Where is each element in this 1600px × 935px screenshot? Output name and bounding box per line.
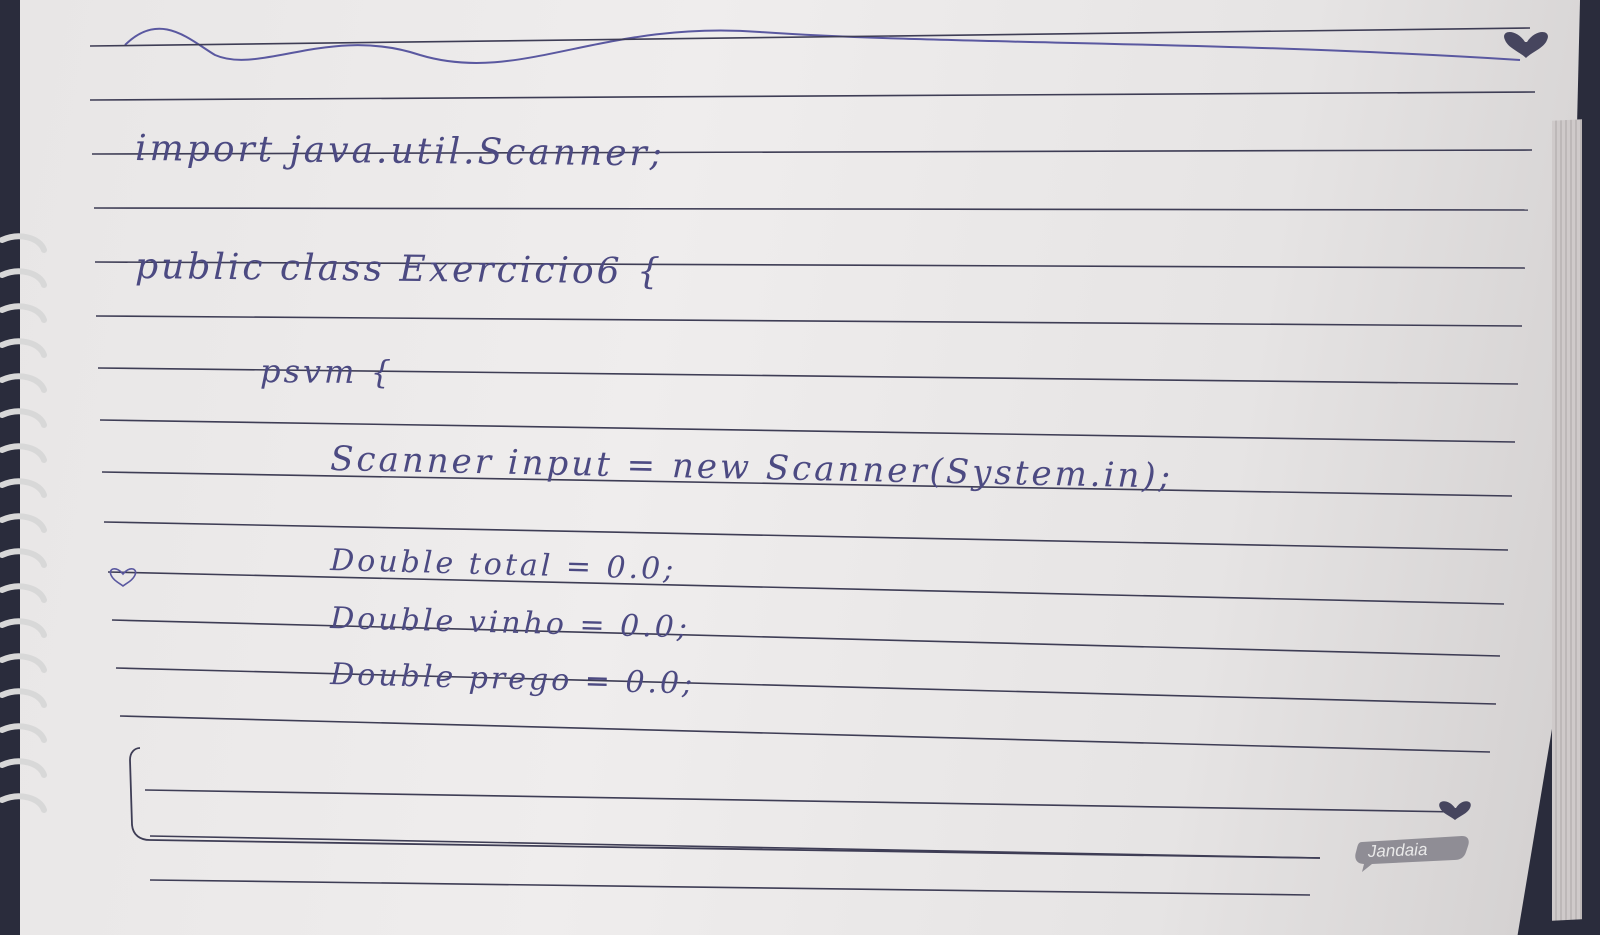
rule-line [104, 522, 1508, 550]
spiral-ring [2, 411, 44, 425]
top-wave-decoration [125, 29, 1520, 63]
spiral-ring [2, 586, 44, 600]
rule-line [96, 316, 1522, 326]
code-line-class: public class Exercicio6 { [134, 246, 664, 293]
spiral-ring [2, 761, 44, 775]
spiral-ring [2, 621, 44, 635]
spiral-ring [2, 376, 44, 390]
code-line-prego: Double prego = 0.0; [329, 657, 696, 702]
rule-line [112, 620, 1500, 656]
rule-line [90, 92, 1535, 100]
spiral-ring [2, 271, 44, 285]
spiral-ring [2, 236, 44, 250]
code-line-psvm: psvm { [259, 352, 395, 392]
spiral-ring [2, 516, 44, 530]
spiral-ring [2, 726, 44, 740]
bottom-heart-icon [1439, 801, 1471, 820]
spiral-ring [2, 481, 44, 495]
spiral-ring [2, 796, 44, 810]
rule-line [94, 208, 1528, 210]
code-line-import: import java.util.Scanner; [134, 128, 666, 175]
code-line-scanner: Scanner input = new Scanner(System.in); [329, 439, 1174, 497]
bottom-box-frame [130, 748, 1320, 858]
code-line-vinho: Double vinho = 0.0; [329, 601, 691, 646]
rule-line [116, 668, 1496, 704]
rule-line [108, 572, 1504, 604]
top-heart-icon [1504, 32, 1548, 58]
brand-badge [1355, 836, 1468, 872]
spiral-ring [2, 551, 44, 565]
spiral-ring [2, 691, 44, 705]
brand-label: Jandaia [1367, 839, 1428, 861]
spiral-binding [2, 236, 44, 810]
spiral-ring [2, 446, 44, 460]
rule-line [90, 28, 1530, 46]
spiral-ring [2, 341, 44, 355]
spiral-ring [2, 656, 44, 670]
code-line-total: Double total = 0.0; [329, 543, 677, 588]
handwritten-code [135, 128, 1174, 702]
rule-line [145, 790, 1460, 812]
rule-line [120, 716, 1490, 752]
rule-line [100, 420, 1515, 442]
spiral-ring [2, 306, 44, 320]
rule-line [150, 880, 1310, 895]
